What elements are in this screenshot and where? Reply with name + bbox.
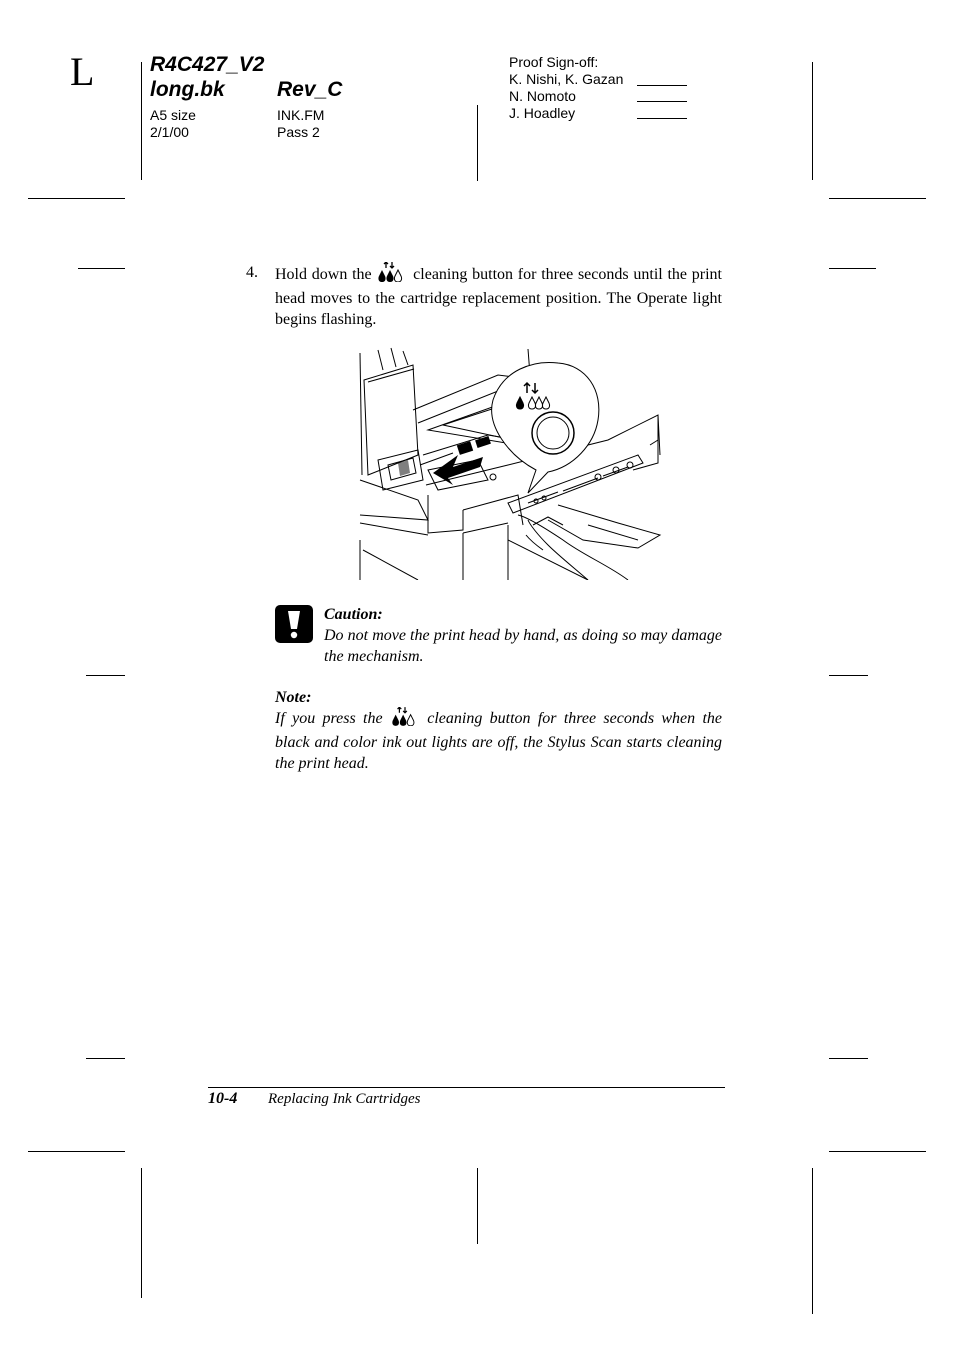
signature-line: [637, 85, 687, 86]
signature-line: [637, 101, 687, 102]
file-name: INK.FM: [277, 107, 325, 123]
note-title: Note:: [275, 689, 312, 706]
crop-mark: [477, 1168, 478, 1244]
crop-mark: [829, 675, 868, 676]
pass: Pass 2: [277, 124, 320, 140]
note-text-start: If you press the: [275, 710, 383, 727]
crop-mark: [829, 268, 876, 269]
ink-cleaning-icon: [391, 707, 419, 732]
crop-mark: [477, 105, 478, 181]
step-text: [275, 262, 722, 330]
chapter-title: Replacing Ink Cartridges: [268, 1091, 421, 1107]
crop-mark: [28, 1151, 125, 1152]
footer-rule: [208, 1087, 725, 1088]
crop-mark: [829, 198, 926, 199]
step-text-end: cleaning button for three seconds until the print head moves to the cartridge replacement position. The Operate light begins flashing.: [275, 266, 722, 328]
crop-mark: [141, 1168, 142, 1298]
doc-date: 2/1/00: [150, 124, 189, 140]
page-number: 10-4: [208, 1090, 238, 1107]
crop-mark: [829, 1151, 926, 1152]
revision: Rev_C: [277, 78, 343, 101]
crop-mark: [829, 1058, 868, 1059]
proof-signoff: [509, 54, 623, 122]
signature-line: [637, 118, 687, 119]
crop-mark: [86, 675, 125, 676]
book-name: long.bk: [150, 78, 225, 101]
doc-id: R4C427_V2: [150, 53, 265, 76]
crop-mark: [812, 62, 813, 180]
caution-title: Caution:: [324, 606, 383, 623]
signer: N. Nomoto: [509, 88, 576, 104]
note-text-end: cleaning button for three seconds when the black and color ink out lights are off, the Stylus Scan starts cleaning the print head.: [275, 710, 723, 772]
crop-mark: [141, 62, 142, 180]
crop-mark: [812, 1168, 813, 1314]
signer: K. Nishi, K. Gazan: [509, 71, 624, 87]
page-size: A5 size: [150, 107, 196, 123]
crop-mark: [78, 268, 125, 269]
corner-letter: L: [70, 49, 95, 94]
crop-mark: [86, 1058, 125, 1059]
caution-text: Do not move the print head by hand, as doing so may damage the mechanism.: [324, 627, 722, 665]
signer: J. Hoadley: [509, 105, 576, 121]
note-text: [275, 707, 722, 774]
ink-cleaning-icon: [377, 262, 407, 288]
caution-exclamation-icon: [275, 605, 313, 647]
step-number: 4.: [246, 264, 258, 281]
step-text-start: Hold down the: [275, 266, 372, 283]
proof-title: Proof Sign-off:: [509, 54, 599, 70]
crop-mark: [28, 198, 125, 199]
printer-illustration: [358, 345, 663, 580]
